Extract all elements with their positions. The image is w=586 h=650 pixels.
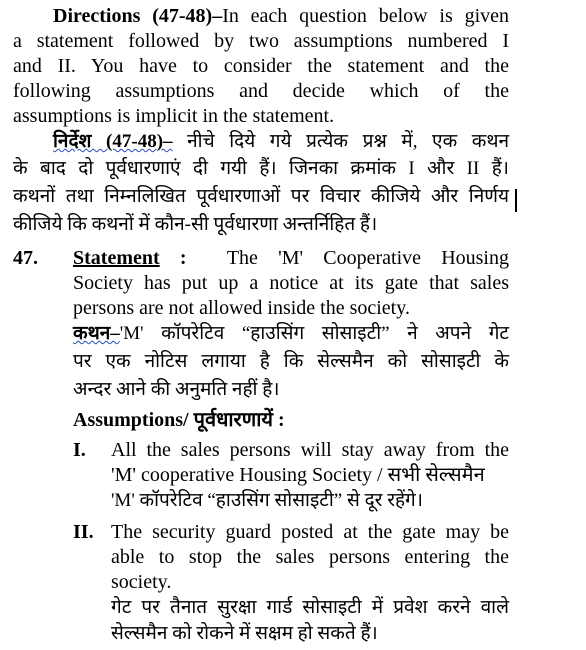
statement-text: The 'M' Cooperative Housing	[226, 247, 509, 269]
directions-text: In each question below is given	[222, 5, 510, 27]
assumption-1-line-3: 'M' कॉपरेटिव “हाउसिंग सोसाइटी” से दूर रहेंगे।	[111, 490, 423, 511]
margin-bar	[515, 189, 517, 212]
directions-heading: Directions (47-48)	[53, 5, 213, 27]
statement-colon: :	[159, 247, 187, 269]
assumption-2-line-5: सेल्समैन को रोकने में सक्षम हो सकते हैं।	[111, 623, 378, 644]
assumption-2-numeral: II.	[73, 521, 94, 543]
assumption-2-line-3: society.	[111, 571, 172, 593]
statement-hindi-line-1	[73, 322, 509, 347]
directions-line-2: a statement followed by two assumptions numbered I	[13, 30, 509, 52]
statement-hindi-line-3: अन्दर आने की अनुमति नहीं है।	[73, 379, 280, 400]
statement-line-2: Society has put up a notice at its gate that sales	[73, 272, 509, 294]
directions-hindi-line-4: कीजिये कि कथनों में कौन-सी पूर्वधारणा अन्तर्निहित हैं।	[13, 214, 378, 235]
directions-line-3: and II. You have to consider the statement and the	[13, 55, 509, 77]
directions-line-1	[53, 4, 509, 29]
assumption-2-line-4: गेट पर तैनात सुरक्षा गार्ड सोसाइटी में प्रवेश करने वाले	[111, 597, 509, 618]
directions-hindi-heading: निर्देश (47-48)–	[53, 131, 173, 152]
assumption-1-line-2: 'M' cooperative Housing Society / सभी सेल्समैन	[111, 464, 485, 486]
assumption-1-line-1: All the sales persons will stay away from the	[111, 439, 509, 461]
directions-hindi-line-1	[53, 130, 509, 155]
assumptions-heading: Assumptions/ पूर्वधारणायें :	[73, 409, 285, 431]
directions-hindi-text: नीचे दिये गये प्रत्येक प्रश्न में, एक कथन	[187, 131, 510, 152]
assumption-2-line-1: The security guard posted at the gate may be	[111, 521, 509, 543]
directions-line-4: following assumptions and decide which of the	[13, 80, 509, 102]
directions-line-5: assumptions is implicit in the statement.	[13, 105, 335, 127]
statement-hindi-label: कथन–	[73, 323, 120, 344]
question-number: 47.	[13, 247, 38, 269]
directions-dash: –	[212, 5, 223, 27]
statement-hindi-text: 'M' कॉपरेटिव “हाउसिंग सोसाइटी” ने अपने गेट	[119, 323, 509, 344]
assumption-1-numeral: I.	[73, 439, 86, 461]
statement-hindi-line-2: पर एक नोटिस लगाया है कि सेल्समैन को सोसाइटी के	[73, 351, 509, 372]
statement-line-3: persons are not allowed inside the society.	[73, 297, 410, 319]
statement-label: Statement	[73, 247, 160, 269]
directions-hindi-line-2: के बाद दो पूर्वधारणाएं दी गयी हैं। जिनका क्रमांक I और II हैं।	[13, 158, 509, 179]
assumption-2-line-2: able to stop the sales persons entering the	[111, 546, 509, 568]
statement-line-1	[73, 246, 509, 271]
directions-hindi-line-3: कथनों तथा निम्नलिखित पूर्वधारणाओं पर विचार कीजिये और निर्णय	[13, 186, 509, 207]
